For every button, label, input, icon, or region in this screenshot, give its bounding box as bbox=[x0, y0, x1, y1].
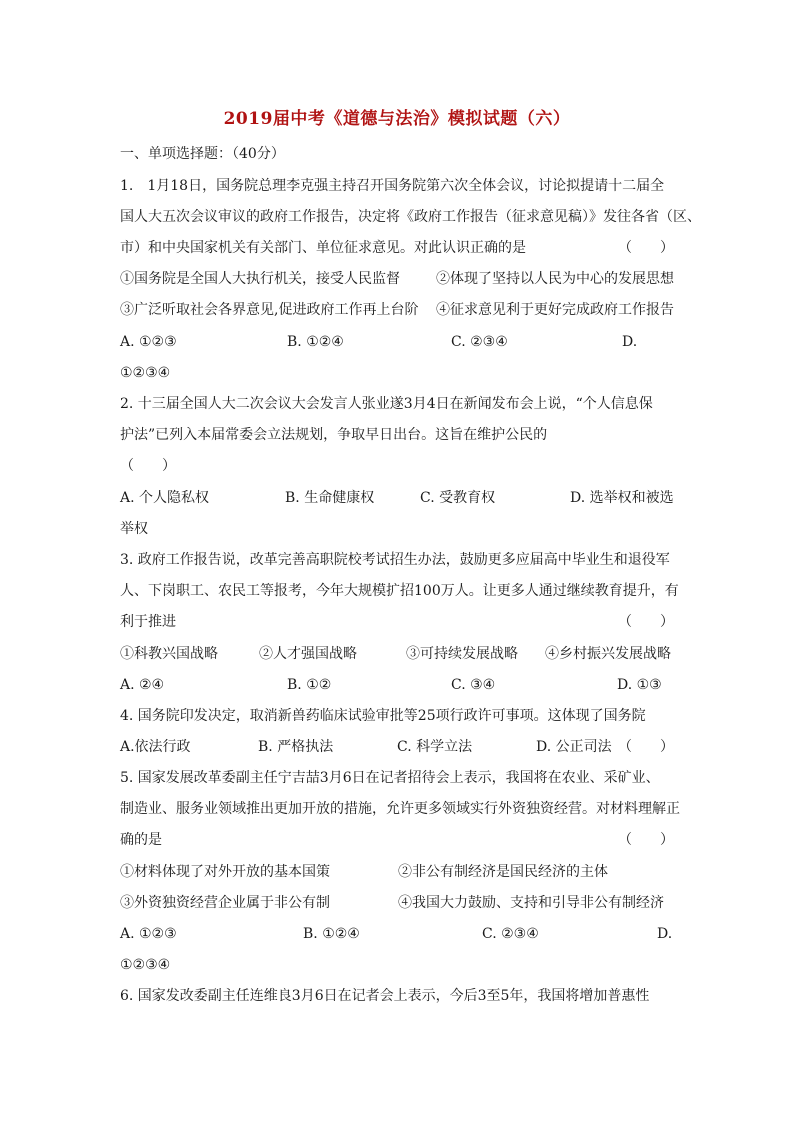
q5-answer-blank: （ ） bbox=[618, 832, 674, 848]
q5-choice-c: C. ②③④ bbox=[482, 926, 539, 942]
section-heading: 一、单项选择题：（40分） bbox=[120, 146, 285, 162]
q4-answer-blank: （ ） bbox=[618, 739, 674, 755]
q1-choice-d: D. bbox=[622, 334, 638, 350]
q5-line-3: 确的是 bbox=[120, 832, 162, 848]
q2-choice-c: C. 受教育权 bbox=[420, 490, 496, 506]
q2-choice-d-content: 举权 bbox=[120, 521, 148, 537]
q5-option-3: ③外资独资经营企业属于非公有制 bbox=[120, 895, 330, 911]
q1-answer-blank: （ ） bbox=[618, 240, 674, 256]
q3-line-1: 3. 政府工作报告说，改革完善高职院校考试招生办法，鼓励更多应届高中毕业生和退役军 bbox=[120, 552, 670, 568]
q1-choice-c: C. ②③④ bbox=[451, 334, 508, 350]
q2-choice-a: A. 个人隐私权 bbox=[120, 490, 210, 506]
q1-options-row-1 bbox=[120, 269, 674, 289]
q5-choice-d: D. bbox=[657, 926, 673, 942]
q5-choice-d-content: ①②③④ bbox=[120, 957, 171, 973]
q3-choice-b: B. ①② bbox=[287, 677, 332, 693]
q1-choice-b: B. ①②④ bbox=[287, 334, 344, 350]
q4-choice-d: D. 公正司法 bbox=[536, 739, 612, 755]
page-title: 2019届中考《道德与法治》模拟试题（六） bbox=[223, 109, 571, 129]
q2-choice-d: D. 选举权和被选 bbox=[570, 490, 674, 506]
q6-line-1: 6. 国家发改委副主任连维良3月6日在记者会上表示，今后3至5年，我国将增加普惠性 bbox=[120, 988, 650, 1004]
q3-choice-d: D. ①③ bbox=[617, 677, 662, 693]
q1-option-3: ③广泛听取社会各界意见,促进政府工作再上台阶 bbox=[120, 302, 419, 318]
q1-options-row-2 bbox=[120, 300, 674, 320]
q2-line-1: 2. 十三届全国人大二次会议大会发言人张业遂3月4日在新闻发布会上说，“个人信息保 bbox=[120, 396, 653, 412]
q1-line-2: 国人大五次会议审议的政府工作报告，决定将《政府工作报告（征求意见稿）》发往各省（区、 bbox=[120, 209, 701, 225]
q5-option-2: ②非公有制经济是国民经济的主体 bbox=[398, 864, 608, 880]
q3-choice-a: A. ②④ bbox=[120, 677, 165, 693]
q5-option-4: ④我国大力鼓励、支持和引导非公有制经济 bbox=[398, 895, 664, 911]
q5-choice-a: A. ①②③ bbox=[120, 926, 177, 942]
q4-choice-c: C. 科学立法 bbox=[397, 739, 473, 755]
q5-option-1: ①材料体现了对外开放的基本国策 bbox=[120, 864, 330, 880]
q2-answer-blank: （ ） bbox=[120, 458, 176, 474]
q3-option-2: ②人才强国战略 bbox=[259, 646, 357, 662]
q1-option-2: ②体现了坚持以人民为中心的发展思想 bbox=[436, 271, 674, 287]
q1-option-1: ①国务院是全国人大执行机关，接受人民监督 bbox=[120, 271, 400, 287]
q1-choice-d-content: ①②③④ bbox=[120, 365, 171, 381]
q2-choice-b: B. 生命健康权 bbox=[285, 490, 375, 506]
q2-line-2: 护法”已列入本届常委会立法规划，争取早日出台。这旨在维护公民的 bbox=[120, 427, 548, 443]
q1-choice-a: A. ①②③ bbox=[120, 334, 177, 350]
q3-option-1: ①科教兴国战略 bbox=[120, 646, 218, 662]
q3-option-3: ③可持续发展战略 bbox=[406, 646, 518, 662]
q5-line-2: 制造业、服务业领域推出更加开放的措施，允许更多领域实行外资独资经营。对材料理解正 bbox=[120, 801, 680, 817]
q5-choice-b: B. ①②④ bbox=[303, 926, 360, 942]
q1-line-3: 市）和中央国家机关有关部门、单位征求意见。对此认识正确的是 bbox=[120, 240, 526, 256]
q1-option-4: ④征求意见利于更好完成政府工作报告 bbox=[436, 302, 674, 318]
q3-line-2: 人、下岗职工、农民工等报考，今年大规模扩招100万人。让更多人通过继续教育提升，有 bbox=[120, 583, 679, 599]
q3-line-3: 利于推进 bbox=[120, 614, 176, 630]
q3-answer-blank: （ ） bbox=[618, 614, 674, 630]
q3-option-4: ④乡村振兴发展战略 bbox=[545, 646, 671, 662]
q4-choice-b: B. 严格执法 bbox=[258, 739, 334, 755]
q1-line-1: 1. 1月18日，国务院总理李克强主持召开国务院第六次全体会议，讨论拟提请十二届全 bbox=[120, 178, 665, 194]
q4-line-1: 4. 国务院印发决定，取消新兽药临床试验审批等25项行政许可事项。这体现了国务院 bbox=[120, 708, 646, 724]
q4-choice-a: A.依法行政 bbox=[120, 739, 191, 755]
q5-line-1: 5. 国家发展改革委副主任宁吉喆3月6日在记者招待会上表示，我国将在农业、采矿业、 bbox=[120, 770, 660, 786]
q3-choice-c: C. ③④ bbox=[451, 677, 496, 693]
